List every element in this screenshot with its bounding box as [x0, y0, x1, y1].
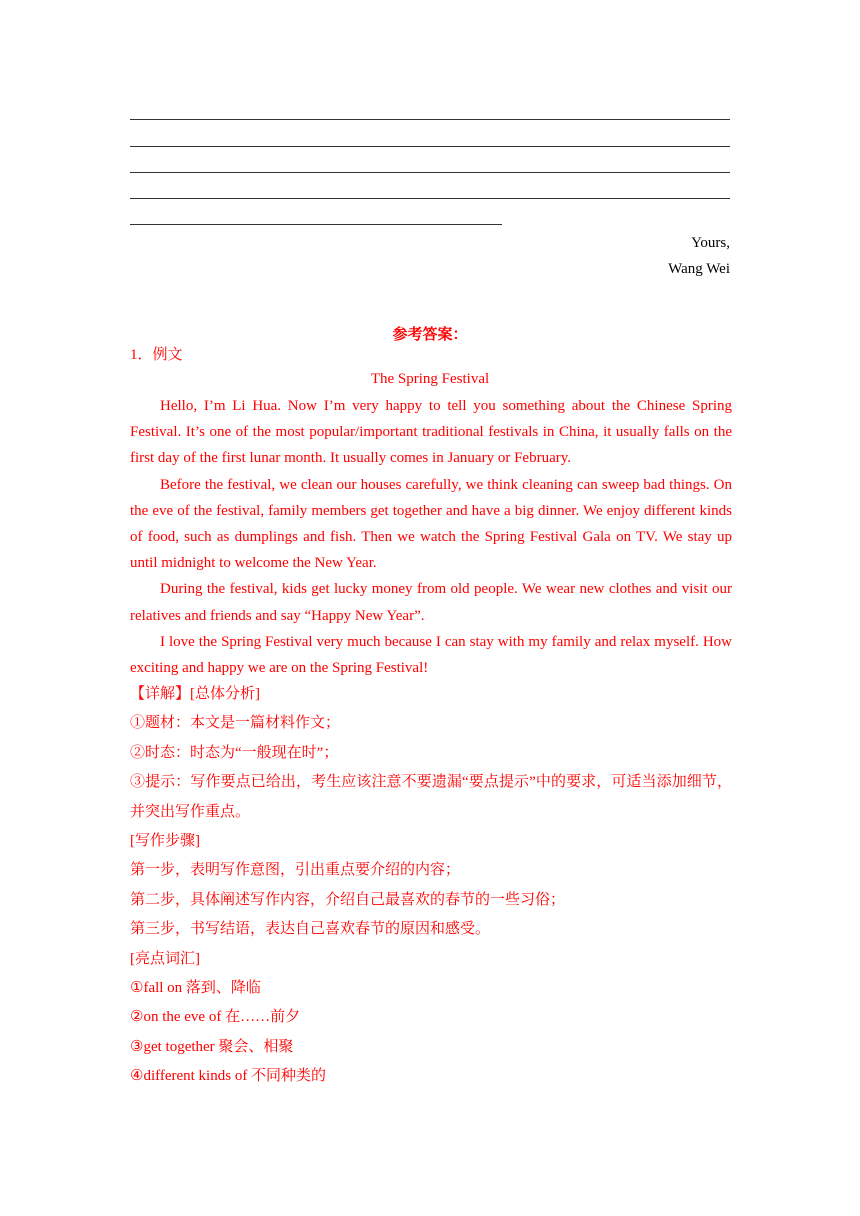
letter-closing: Yours,: [691, 235, 730, 251]
essay-paragraph: I love the Spring Festival very much because I can stay with my family and relax myself. How exciting and happy we are on the Spring Festival!: [130, 633, 732, 677]
analysis-heading-rest: [总体分析]: [190, 686, 261, 702]
writing-line: [130, 224, 502, 225]
vocab-item: ②on the eve of 在……前夕: [130, 1009, 301, 1026]
essay-body: [130, 393, 732, 681]
writing-line: [130, 172, 730, 173]
vocab-heading: [亮点词汇]: [130, 950, 200, 967]
essay-paragraph: Before the festival, we clean our houses carefully, we think cleaning can sweep bad things. On the eve of the festival, family members get together and have a big dinner. We enjoy different kinds of food, such as dumplings and fish. Then we watch the Spring Festival Gala on TV. We stay up until midnight to welcome the New Year.: [130, 476, 732, 572]
item-label: 1．例文: [130, 347, 183, 363]
analysis-heading-bracket: 【详解】: [130, 686, 191, 702]
writing-line: [130, 119, 730, 120]
step-item: 第三步，书写结语，表达自己喜欢春节的原因和感受。: [130, 921, 491, 938]
writing-line: [130, 146, 730, 147]
essay-paragraph: During the festival, kids get lucky money from old people. We wear new clothes and visit our relatives and friends and say “Happy New Year”.: [130, 581, 732, 624]
letter-signature: Wang Wei: [668, 261, 730, 277]
step-item: 第二步，具体阐述写作内容，介绍自己最喜欢的春节的一些习俗；: [130, 891, 566, 908]
vocab-item: ④different kinds of 不同种类的: [130, 1068, 327, 1085]
writing-line: [130, 198, 730, 199]
analysis-point: ②时态：时态为“一般现在时”；: [130, 744, 339, 761]
answer-heading: 参考答案：: [392, 327, 468, 343]
essay-title: The Spring Festival: [370, 371, 490, 387]
steps-heading: [写作步骤]: [130, 833, 200, 850]
analysis-point: ③提示：写作要点已给出，考生应该注意不要遗漏“要点提示”中的要求，可适当添加细节，并突出写作重点。: [130, 774, 732, 820]
step-item: 第一步，表明写作意图，引出重点要介绍的内容；: [130, 862, 461, 879]
analysis-section: [130, 680, 732, 1092]
vocab-item: ③get together 聚会、相聚: [130, 1038, 294, 1055]
essay-paragraph: Hello, I’m Li Hua. Now I’m very happy to tell you something about the Chinese Spring Festival. It’s one of the most popular/important traditional festivals in China, it usually falls on the first day of the first lunar month. It usually comes in January or February.: [130, 398, 732, 467]
vocab-item: ①fall on 落到、降临: [130, 980, 261, 997]
analysis-heading: [130, 680, 732, 709]
analysis-point: ①题材：本文是一篇材料作文；: [130, 715, 341, 732]
